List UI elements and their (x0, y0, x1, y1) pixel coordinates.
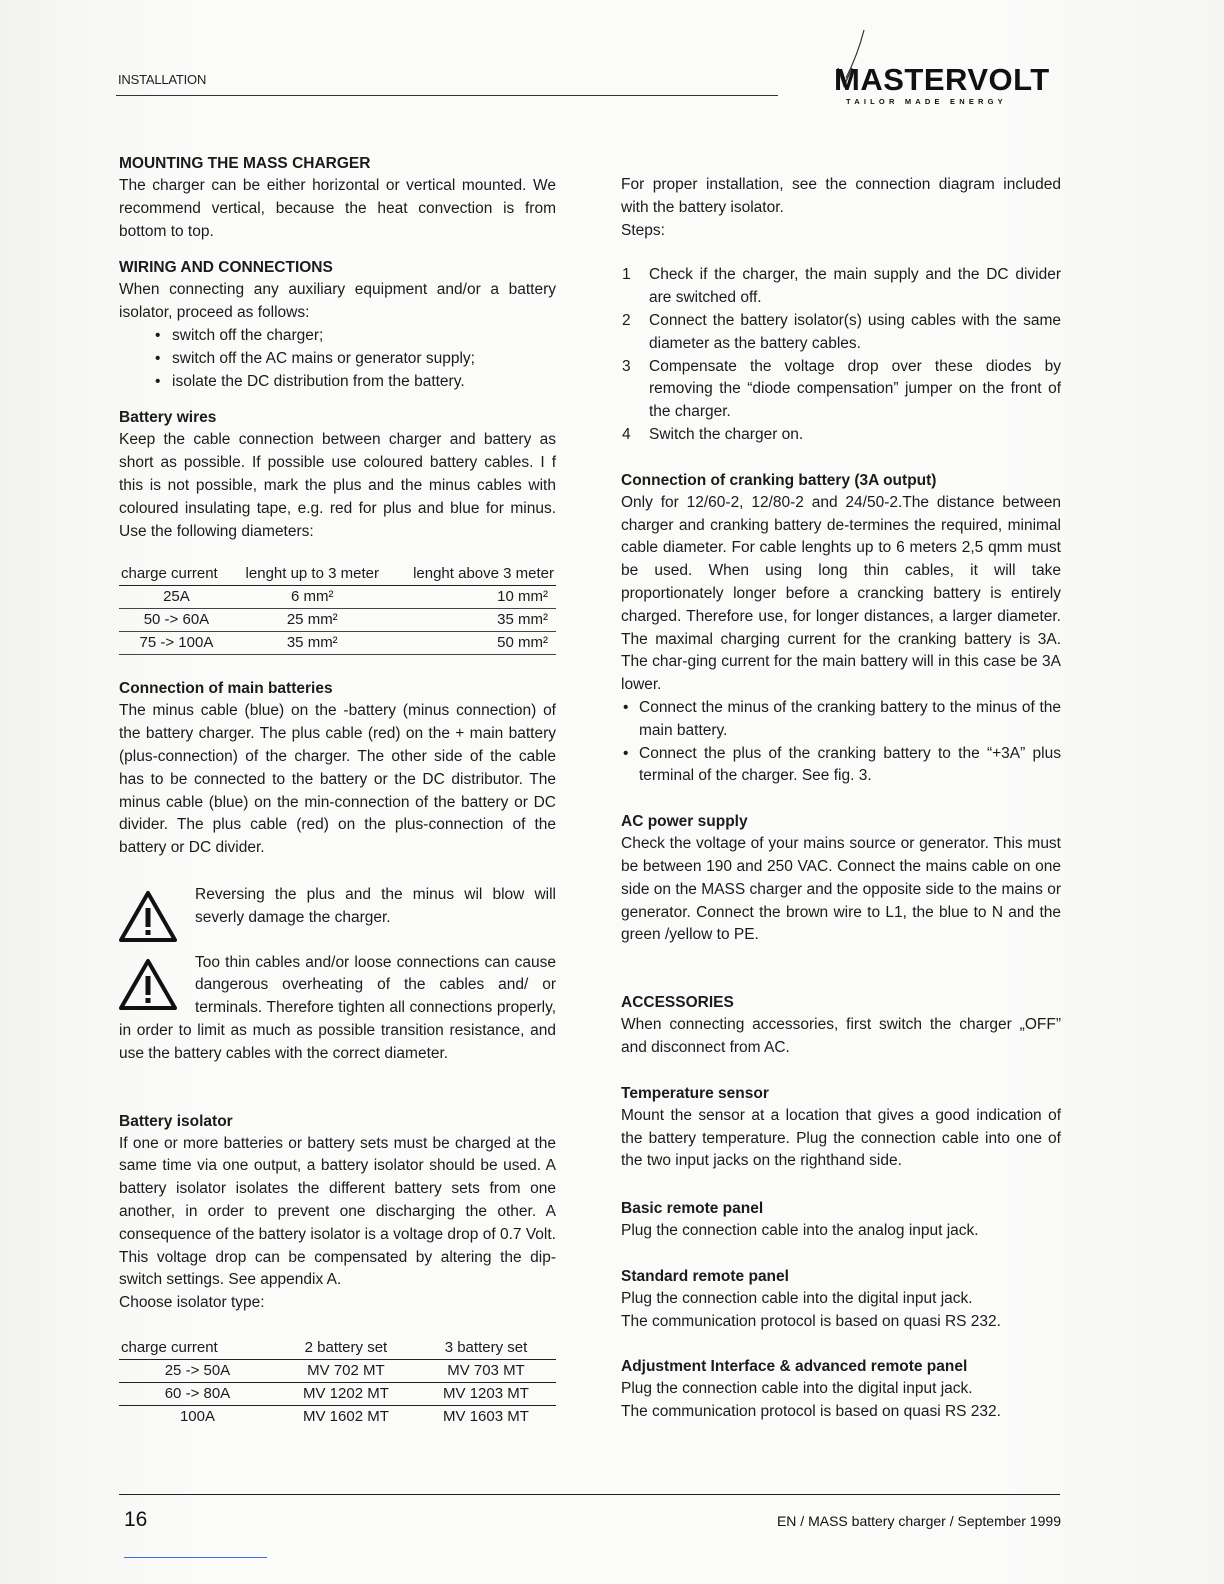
list-item (621, 424, 1061, 447)
ac-power-text: Check the voltage of your mains source or generator. This must be between 190 and 250 VAC. Connect the mains cable on one side on the MASS charger and the opposite side to the mains or generator. Connect the brown wire to L1, the blue to N and the green /yellow to PE. (621, 835, 1061, 944)
main-batteries-text: The minus cable (blue) on the -battery (minus connection) of the battery charger. The plus cable (red) on the + main battery (plus-connection) of the charger. The other side of the cable has to be connected to the battery or the DC distributor. The minus cable (blue) on the min-connection of the battery or DC divider. The plus cable (red) on the plus-connection of the battery or DC divider. (119, 702, 556, 857)
table-cell: MV 1602 MT (303, 1407, 389, 1425)
logo-name: MASTERVOLT (834, 62, 1050, 97)
mastervolt-logo (816, 28, 1066, 108)
step-number: 3 (622, 357, 631, 375)
step-number: 2 (622, 311, 631, 329)
table-header-row (119, 563, 556, 586)
table-row (119, 1359, 556, 1382)
list-item: • switch off the charger; (155, 325, 556, 348)
list-item: • isolate the DC distribution from the battery. (155, 371, 556, 394)
battery-wires-text: Keep the cable connection between charger and battery as short as possible. If possible use coloured battery cables. I f this is not possible, mark the plus and the minus cables with coloured insulating tape, e.g. red for plus and blue for minus. Use the following diameters: (119, 431, 556, 540)
mounting-text: The charger can be either horizontal or vertical mounted. We recommend vertical, because the heat convection is from bottom to top. (119, 177, 556, 240)
list-item: • Connect the minus of the cranking battery to the minus of the main battery. (621, 697, 1061, 743)
table-row (119, 1382, 556, 1405)
ac-power-heading: AC power supply (621, 813, 748, 831)
footer-doc-info: EN / MASS battery charger / September 1999 (776, 1513, 1061, 1529)
step-text: Connect the battery isolator(s) using cables with the same diameter as the battery cables. (649, 311, 1061, 352)
list-item (621, 264, 1061, 310)
step-text: Switch the charger on. (649, 425, 804, 443)
table-cell: 35 mm² (234, 632, 391, 655)
step-text: Check if the charger, the main supply and the DC divider are switched off. (649, 266, 1061, 307)
scan-artifact-line (124, 1557, 267, 1558)
wiring-text: When connecting any auxiliary equipment and/or a battery isolator, proceed as follows: (119, 281, 556, 322)
right-column (621, 174, 1061, 1424)
table-cell: MV 1603 MT (443, 1407, 529, 1425)
steps-list (621, 264, 1061, 446)
warning-text: Reversing the plus and the minus wil blow will severly damage the charger. (195, 885, 556, 926)
cranking-text: Only for 12/60-2, 12/80-2 and 24/50-2.The distance between charger and cranking battery de-termines the required, minimal cable diameter. For cable lenghts up to 6 meters 2,5 qmm must be used. When using long thin cables, it will take proportionately longer before a crancking battery is entirely charged. Therefore use, for longer distances, a larger diameter. The maximal charging current for the cranking battery is 3A. The char-ging current for the main battery will in this case be 3A lower. (621, 493, 1061, 694)
table-cell: 50 mm² (391, 632, 556, 655)
warning-cable-heat (119, 952, 556, 1066)
table-cell: 25 -> 50A (164, 1361, 231, 1379)
warning-reverse-polarity (119, 884, 556, 930)
section-label: INSTALLATION (118, 72, 207, 87)
table-cell: 100A (179, 1407, 215, 1425)
intro-text: For proper installation, see the connection diagram included with the battery isolator. (621, 176, 1061, 216)
basic-remote-text: Plug the connection cable into the analog input jack. (621, 1222, 979, 1240)
left-column (119, 152, 556, 1428)
wire-diameter-table (119, 563, 556, 655)
table-cell: 35 mm² (391, 609, 556, 632)
isolator-heading: Battery isolator (119, 1112, 233, 1130)
accessories-text: When connecting accessories, first switch the charger „OFF” and disconnect from AC. (621, 1016, 1061, 1056)
table-row (119, 609, 556, 632)
cranking-bullet-list (621, 697, 1061, 788)
table-cell: 6 mm² (234, 586, 391, 609)
temperature-sensor-text: Mount the sensor at a location that gives a good indication of the battery temperature. Plug the connection cable into one of the two input jacks on the righthand side. (621, 1106, 1061, 1170)
list-item: • switch off the AC mains or generator supply; (155, 348, 556, 371)
table-header-row (119, 1337, 556, 1360)
list-item: • Connect the plus of the cranking battery to the “+3A” plus terminal of the charger. See fig. 3. (621, 743, 1061, 789)
table-cell: MV 1203 MT (443, 1384, 529, 1402)
footer-rule (119, 1494, 1060, 1495)
wiring-heading: WIRING AND CONNECTIONS (119, 259, 333, 277)
table-cell: MV 1202 MT (303, 1384, 389, 1402)
table-header-cell: charge current (119, 563, 234, 586)
table-row (119, 632, 556, 655)
list-item (621, 310, 1061, 356)
table-cell: 50 -> 60A (119, 609, 234, 632)
table-cell: MV 702 MT (307, 1361, 385, 1379)
logo-tagline: TAILOR MADE ENERGY (846, 97, 1007, 106)
table-cell: 25 mm² (234, 609, 391, 632)
step-text: Compensate the voltage drop over these diodes by removing the “diode compensation” jumper on the front of the charger. (649, 357, 1061, 421)
adjustment-interface-text: Plug the connection cable into the digital input jack. (621, 1380, 973, 1398)
step-number: 1 (622, 266, 631, 284)
wiring-bullet-list (119, 325, 556, 393)
header-rule (116, 95, 778, 96)
accessories-heading: ACCESSORIES (621, 994, 734, 1012)
standard-remote-protocol: The communication protocol is based on quasi RS 232. (621, 1312, 1001, 1330)
warning-triangle-icon (119, 890, 177, 942)
standard-remote-text: Plug the connection cable into the digital input jack. (621, 1289, 973, 1307)
warning-text: Too thin cables and/or loose connections can cause dangerous overheating of the cables and/ or terminals. Therefore tighten all connections properly, in order to limit as much as possible transition resistance, and use the battery cables with the correct diameter. (119, 953, 556, 1062)
steps-label: Steps: (621, 221, 665, 239)
table-cell: 25A (119, 586, 234, 609)
isolator-choose-text: Choose isolator type: (119, 1294, 265, 1312)
battery-wires-heading: Battery wires (119, 409, 217, 427)
mounting-heading: MOUNTING THE MASS CHARGER (119, 155, 371, 172)
main-batteries-heading: Connection of main batteries (119, 680, 333, 698)
adjustment-interface-heading: Adjustment Interface & advanced remote panel (621, 1358, 968, 1376)
table-header-cell: 2 battery set (304, 1338, 388, 1356)
temperature-sensor-heading: Temperature sensor (621, 1084, 769, 1102)
standard-remote-heading: Standard remote panel (621, 1267, 789, 1285)
warning-triangle-icon (119, 958, 177, 1010)
table-header-cell: lenght above 3 meter (391, 563, 556, 586)
table-row (119, 586, 556, 609)
table-cell: 75 -> 100A (119, 632, 234, 655)
table-cell: 10 mm² (391, 586, 556, 609)
isolator-table (119, 1337, 556, 1428)
cranking-heading: Connection of cranking battery (3A output) (621, 471, 937, 489)
table-header-cell: lenght up to 3 meter (234, 563, 391, 586)
table-row (119, 1405, 556, 1428)
list-item (621, 356, 1061, 424)
page-number: 16 (124, 1508, 148, 1531)
isolator-text: If one or more batteries or battery sets must be charged at the same time via one output, a battery isolator should be used. A battery isolator isolates the different battery sets from one another, in order to prevent one discharging the other. A consequence of the battery isolator is a voltage drop of 0.7 Volt. This voltage drop can be compensated by altering the dip-switch settings. See appendix A. (119, 1134, 556, 1289)
adjustment-interface-protocol: The communication protocol is based on quasi RS 232. (621, 1403, 1001, 1421)
table-cell: 60 -> 80A (164, 1384, 231, 1402)
step-number: 4 (622, 425, 631, 443)
table-cell: MV 703 MT (447, 1361, 525, 1379)
basic-remote-heading: Basic remote panel (621, 1200, 764, 1218)
table-header-cell: charge current (121, 1338, 218, 1356)
table-header-cell: 3 battery set (444, 1338, 528, 1356)
